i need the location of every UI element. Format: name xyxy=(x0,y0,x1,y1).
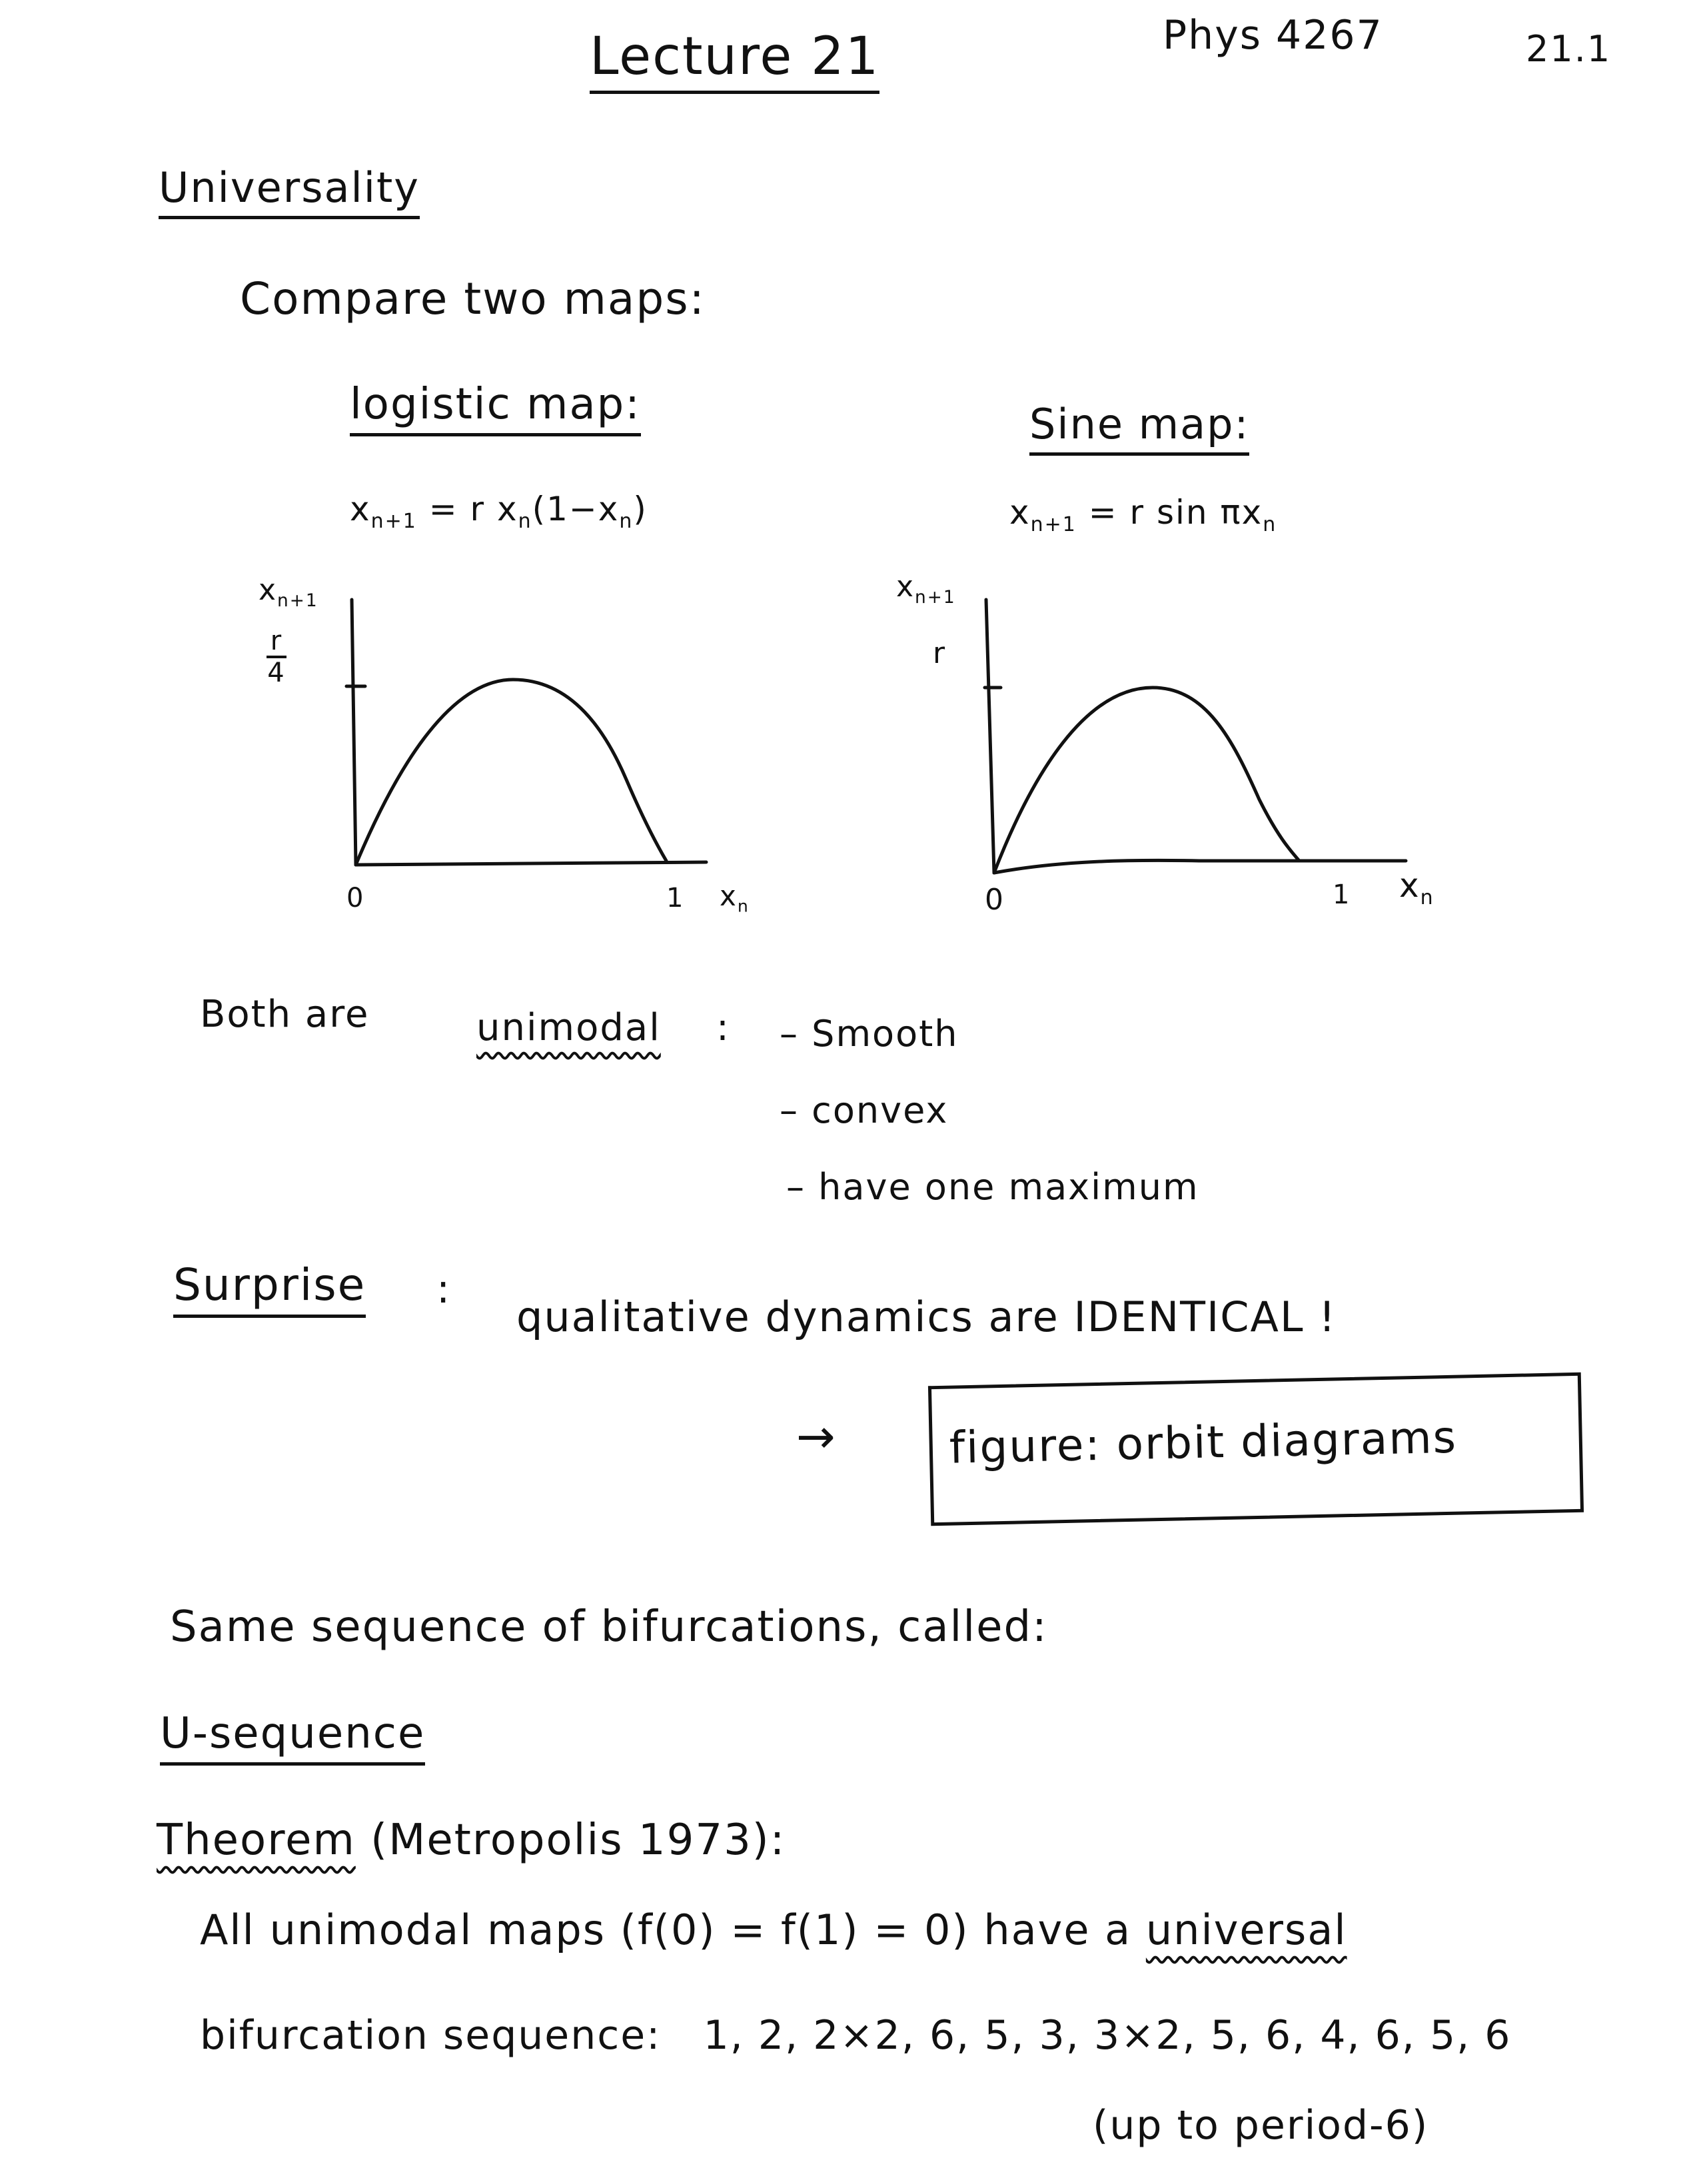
axis-label: x xyxy=(1399,866,1420,905)
theorem-label: Theorem xyxy=(157,1816,356,1865)
sine-map-heading: Sine map: xyxy=(1029,400,1249,456)
theorem-line1-mid: have a xyxy=(983,1906,1132,1954)
axis-label-sub: n xyxy=(1420,886,1434,909)
eq-rhs: = r sin πx xyxy=(1088,493,1263,532)
theorem-heading xyxy=(157,1816,786,1865)
logistic-map-plot xyxy=(293,586,733,879)
sine-map-equation xyxy=(1009,493,1277,536)
eq-sub: n xyxy=(518,510,532,533)
unimodal-lead: Both are xyxy=(200,993,370,1036)
axis-label: x xyxy=(896,570,915,604)
axis-label-sub: n+1 xyxy=(277,590,318,611)
y-axis xyxy=(352,600,356,865)
axis-label: x xyxy=(720,879,738,912)
x-axis xyxy=(356,862,706,865)
property-one-maximum: – have one maximum xyxy=(786,1166,1199,1208)
fraction-denominator: 4 xyxy=(267,658,286,688)
theorem-citation: (Metropolis 1973): xyxy=(370,1816,786,1865)
theorem-sequence-values: 1, 2, 2×2, 6, 5, 3, 3×2, 5, 6, 4, 6, 5, 6 xyxy=(703,2012,1512,2059)
y-axis xyxy=(986,600,994,873)
eq-rhs: ) xyxy=(633,490,648,528)
sine-y-tick-r: r xyxy=(933,636,947,670)
logistic-x-tick-1: 1 xyxy=(666,883,685,913)
theorem-line2-pre: bifurcation sequence: xyxy=(200,2012,662,2059)
theorem-universal: universal xyxy=(1145,1906,1347,1954)
figure-reference-text: figure: orbit diagrams xyxy=(949,1411,1458,1474)
u-sequence-term: U-sequence xyxy=(160,1709,425,1766)
figure-reference-box xyxy=(928,1372,1584,1526)
eq-sub: n xyxy=(1263,513,1277,536)
eq-rhs: = r x xyxy=(428,490,518,528)
logistic-x-tick-0: 0 xyxy=(346,883,365,913)
theorem-condition: (f(0) = f(1) = 0) xyxy=(620,1906,969,1954)
axis-label-sub: n xyxy=(737,896,750,916)
eq-rhs: (1−x xyxy=(532,490,620,528)
eq-x: x xyxy=(350,490,371,528)
theorem-note: (up to period-6) xyxy=(1093,2102,1429,2149)
sine-map-plot xyxy=(926,586,1432,879)
sine-x-tick-0: 0 xyxy=(985,883,1005,917)
surprise-text: qualitative dynamics are IDENTICAL ! xyxy=(516,1293,1337,1341)
logistic-y-tick-r-over-4 xyxy=(267,626,286,688)
lecture-title: Lecture 21 xyxy=(590,27,879,94)
surprise-colon: : xyxy=(436,1266,452,1313)
sine-x-axis-label xyxy=(1399,866,1434,909)
eq-sub: n+1 xyxy=(370,510,417,533)
sine-x-tick-1: 1 xyxy=(1333,879,1351,910)
page-number: 21.1 xyxy=(1526,28,1612,70)
arrow-icon: → xyxy=(796,1409,837,1464)
property-convex: – convex xyxy=(780,1089,949,1131)
axis-label: x xyxy=(259,573,278,607)
logistic-map-heading: logistic map: xyxy=(350,380,641,436)
course-code: Phys 4267 xyxy=(1163,12,1383,59)
surprise-label: Surprise xyxy=(173,1259,366,1318)
unimodal-colon: : xyxy=(716,1006,730,1049)
axis-label-sub: n+1 xyxy=(915,586,956,608)
fraction-numerator: r xyxy=(267,626,286,658)
theorem-line-2 xyxy=(200,2012,1511,2059)
section-heading: Universality xyxy=(159,163,420,219)
theorem-line-1 xyxy=(200,1906,1347,1954)
logistic-curve xyxy=(356,680,666,865)
logistic-x-axis-label xyxy=(720,879,750,915)
sine-curve xyxy=(994,688,1299,873)
logistic-map-equation xyxy=(350,490,648,533)
x-axis xyxy=(994,860,1406,873)
eq-sub: n+1 xyxy=(1030,513,1077,536)
unimodal-term: unimodal xyxy=(476,1006,661,1049)
eq-sub: n xyxy=(619,510,634,533)
sequence-line: Same sequence of bifurcations, called: xyxy=(170,1602,1048,1652)
eq-x: x xyxy=(1009,493,1031,532)
theorem-line1-pre: All unimodal maps xyxy=(200,1906,606,1954)
property-smooth: – Smooth xyxy=(780,1013,959,1055)
intro-text: Compare two maps: xyxy=(240,273,706,324)
